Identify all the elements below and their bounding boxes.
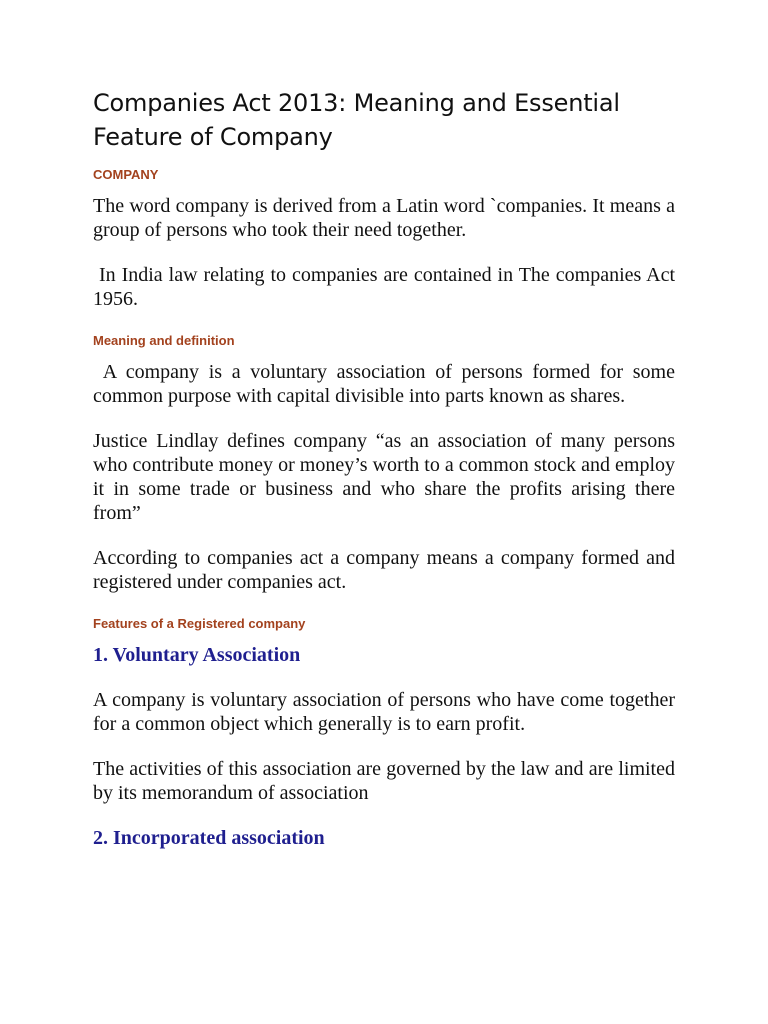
document-title: Companies Act 2013: Meaning and Essential Feature of Company — [93, 89, 620, 151]
document-content — [93, 86, 681, 871]
paragraph-lindlay-definition: Justice Lindlay defines company “as an association of many persons who contribute money or money’s worth to a common stock and employ it in some trade or business and who share the profits arising there from” — [93, 430, 675, 524]
feature-heading-voluntary-association: 1. Voluntary Association — [93, 644, 301, 666]
section-heading-company: COMPANY — [93, 167, 159, 182]
section-heading-features: Features of a Registered company — [93, 616, 306, 631]
feature-heading-incorporated-association: 2. Incorporated association — [93, 827, 325, 849]
paragraph-voluntary-association-1: A company is voluntary association of persons who have come together for a common object which generally is to earn profit. — [93, 689, 675, 735]
section-heading-meaning: Meaning and definition — [93, 333, 235, 348]
paragraph-company-definition: A company is a voluntary association of persons formed for some common purpose with capital divisible into parts known as shares. — [93, 361, 680, 407]
paragraph-voluntary-association-2: The activities of this association are governed by the law and are limited by its memorandum of association — [93, 758, 675, 804]
paragraph-company-origin: The word company is derived from a Latin word `companies. It means a group of persons who took their need together. — [93, 195, 675, 241]
paragraph-india-law: In India law relating to companies are contained in The companies Act 1956. — [93, 264, 681, 310]
paragraph-companies-act-definition: According to companies act a company means a company formed and registered under companies act. — [93, 547, 675, 593]
